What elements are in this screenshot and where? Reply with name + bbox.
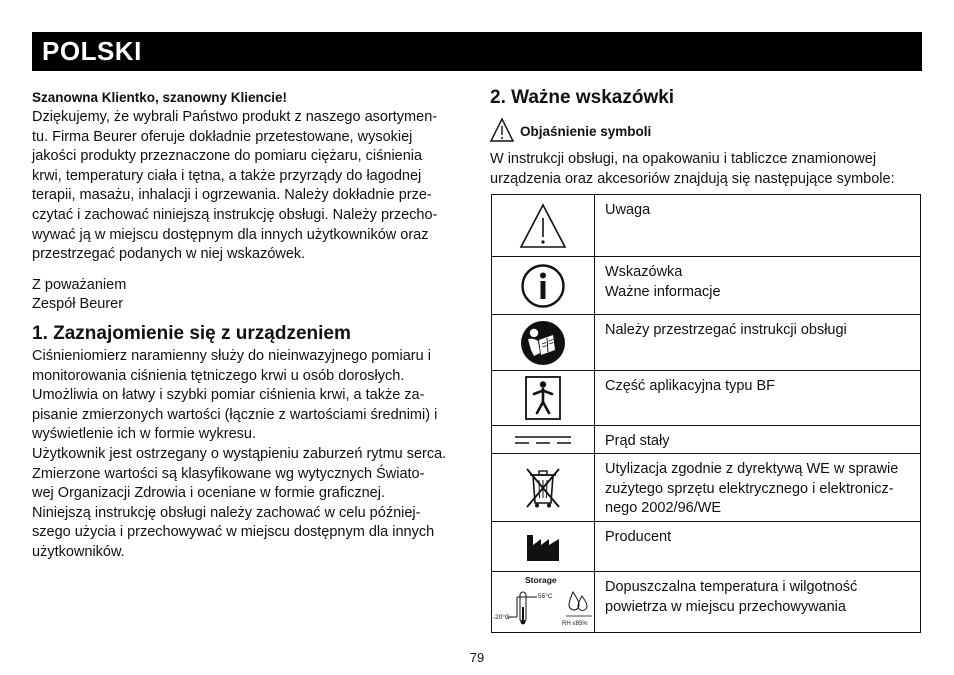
- symbol-description: Producent: [605, 529, 672, 545]
- page-number: 79: [469, 650, 485, 665]
- weee-crossed-bin-icon: [523, 465, 563, 511]
- symbols-intro: W instrukcji obsługi, na opakowaniu i tabliczce znamionowej urządzenia oraz akcesoriów znajdują się następujące symbole:: [490, 151, 895, 187]
- symbol-description: Prąd stały: [605, 433, 670, 449]
- symbol-cell: [492, 426, 595, 453]
- symbol-cell: [492, 572, 595, 632]
- storage-humidity: RH ≤85%: [562, 621, 588, 627]
- table-row: [492, 314, 920, 370]
- type-bf-applied-part-icon: [525, 376, 561, 420]
- right-column: [490, 86, 922, 189]
- symbol-description: Wskazówka Ważne informacje: [605, 264, 721, 300]
- language-banner: POLSKI: [32, 32, 922, 71]
- direct-current-icon: [513, 434, 573, 446]
- section-2-title: 2. Ważne wskazówki: [490, 87, 675, 108]
- symbol-cell: [492, 522, 595, 571]
- read-manual-icon: [520, 320, 566, 366]
- table-row: [492, 571, 920, 632]
- symbol-description: Uwaga: [605, 202, 651, 218]
- storage-conditions-icon: [493, 573, 593, 631]
- section-1-body: Ciśnieniomierz naramienny służy do nieinwazyjnego pomiaru i monitorowania ciśnienia tętniczego krwi u osób dorosłych. Umożliwia on łatwy i szybki pomiar ciśnienia krwi, a także za- pisanie zmierzonych wartości (łącznie z wartościami średnimi) i wyświetlenie ich w formie wykresu. Użytkownik jest ostrzegany o wystąpieniu zaburzeń rytmu serca. Zmierzone wartości są klasyfikowane wg wytycznych Świato- wej Organizacji Zdrowia i oceniane w formie graficznej. Niniejszą instrukcję obsługi należy zachować w celu później- szego użycia i przechowywać w miejscu dostępnym dla innych użytkowników.: [32, 347, 447, 560]
- info-icon: [520, 263, 566, 309]
- storage-temp-min: -20°C: [493, 614, 510, 621]
- symbol-cell: [492, 454, 595, 521]
- salutation: Szanowna Klientko, szanowny Kliencie!: [32, 90, 288, 105]
- left-column: [32, 88, 467, 562]
- manufacturer-icon: [525, 532, 561, 562]
- table-row: [492, 453, 920, 521]
- symbol-description: Część aplikacyjna typu BF: [605, 378, 776, 394]
- table-row: [492, 521, 920, 571]
- storage-temp-max: 55°C: [538, 593, 553, 600]
- symbols-heading: [490, 116, 922, 142]
- table-row: [492, 370, 920, 425]
- warning-triangle-icon: [519, 202, 567, 250]
- symbol-cell: [492, 257, 595, 314]
- symbols-heading-label: Objaśnienie symboli: [520, 124, 652, 139]
- symbol-cell: [492, 195, 595, 256]
- table-row: [492, 425, 920, 453]
- table-row: [492, 195, 920, 256]
- storage-label: Storage: [525, 575, 557, 585]
- table-row: [492, 256, 920, 314]
- symbols-table: [491, 194, 921, 633]
- symbol-cell: [492, 371, 595, 425]
- regards: Z poważaniem Zespół Beurer: [32, 276, 127, 313]
- warning-triangle-icon: [490, 118, 514, 142]
- symbol-description: Utylizacja zgodnie z dyrektywą WE w sprawie zużytego sprzętu elektrycznego i elektronicz- nego 2002/96/WE: [605, 461, 899, 517]
- symbol-cell: [492, 315, 595, 370]
- intro-paragraph: Dziękujemy, że wybrali Państwo produkt z naszego asortymen- tu. Firma Beurer oferuje dokładnie przetestowane, wysokiej jakości produkty przeznaczone do pomiaru ciężaru, ciśnienia krwi, temperatury ciała i tętna, a także przyrządy do łagodnej terapii, masażu, inhalacji i ogrzewania. Należy dokładnie prze- czytać i zachować niniejszą instrukcję obsługi. Należy przecho- wywać ją w miejscu dostępnym dla innych użytkowników oraz przestrzegać podanych w niej wskazówek.: [32, 109, 438, 263]
- symbol-description: Należy przestrzegać instrukcji obsługi: [605, 322, 847, 338]
- symbol-description: Dopuszczalna temperatura i wilgotność powietrza w miejscu przechowywania: [605, 579, 858, 615]
- section-1-title: 1. Zaznajomienie się z urządzeniem: [32, 322, 351, 344]
